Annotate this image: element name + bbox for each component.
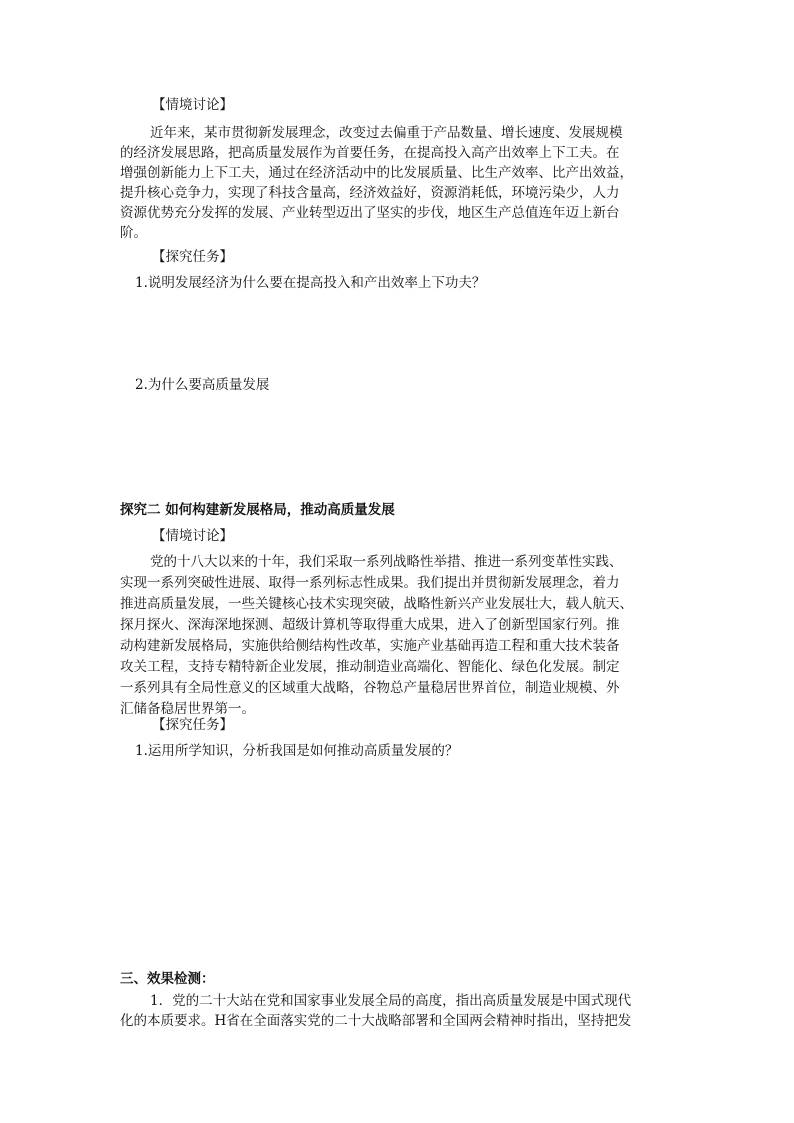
scenario-text-line: 提升核心竞争力，实现了科技含量高，经济效益好，资源消耗低，环境污染少，人力 [120, 185, 620, 201]
question-text-line: 化的本质要求。H省在全面落实党的二十大战略部署和全国两会精神时指出，坚持把发 [120, 1013, 632, 1029]
scenario-label: 【情境讨论】 [152, 97, 233, 113]
task-question: 1.运用所学知识，分析我国是如何推动高质量发展的？ [135, 743, 459, 759]
scenario-text-line: 阶。 [120, 225, 147, 241]
scenario-text-line: 攻关工程，支持专精特新企业发展，推动制造业高端化、智能化、绿色化发展。制定 [120, 659, 620, 675]
scenario-text-line: 党的十八大以来的十年，我们采取一系列战略性举措、推进一系列变革性实践、 [150, 554, 623, 570]
task-question: 1.说明发展经济为什么要在提高投入和产出效率上下功夫？ [135, 275, 486, 291]
section-title: 探究二 如何构建新发展格局，推动高质量发展 [120, 502, 395, 518]
scenario-text-line: 汇储备稳居世界第一。 [120, 701, 255, 717]
scenario-text-line: 资源优势充分发挥的发展、产业转型迈出了坚实的步伐，地区生产总值连年迈上新台 [120, 205, 620, 221]
task-question: 2.为什么要高质量发展 [135, 377, 270, 393]
scenario-text-line: 的经济发展思路，把高质量发展作为首要任务，在提高投入高产出效率上下工夫。在 [120, 145, 620, 161]
scenario-text-line: 实现一系列突破性进展、取得一系列标志性成果。我们提出并贯彻新发展理念，着力 [120, 575, 620, 591]
scenario-label: 【情境讨论】 [152, 528, 233, 544]
scenario-text-line: 推进高质量发展，一些关键核心技术实现突破，战略性新兴产业发展壮大，载人航天、 [120, 596, 633, 612]
section-title: 三、效果检测： [120, 971, 215, 987]
task-label: 【探究任务】 [152, 249, 233, 265]
scenario-text-line: 近年来，某市贯彻新发展理念，改变过去偏重于产品数量、增长速度、发展规模 [150, 125, 623, 141]
scenario-text-line: 一系列具有全局性意义的区域重大战略，谷物总产量稳居世界首位，制造业规模、外 [120, 680, 620, 696]
scenario-text-line: 探月探火、深海深地探测、超级计算机等取得重大成果，进入了创新型国家行列。推 [120, 617, 620, 633]
question-text-line: 1．党的二十大站在党和国家事业发展全局的高度，指出高质量发展是中国式现代 [150, 993, 632, 1009]
scenario-text-line: 动构建新发展格局，实施供给侧结构性改革，实施产业基础再造工程和重大技术装备 [120, 638, 620, 654]
scenario-text-line: 增强创新能力上下工夫，通过在经济活动中的比发展质量、比生产效率、比产出效益， [120, 165, 633, 181]
task-label: 【探究任务】 [152, 717, 233, 733]
